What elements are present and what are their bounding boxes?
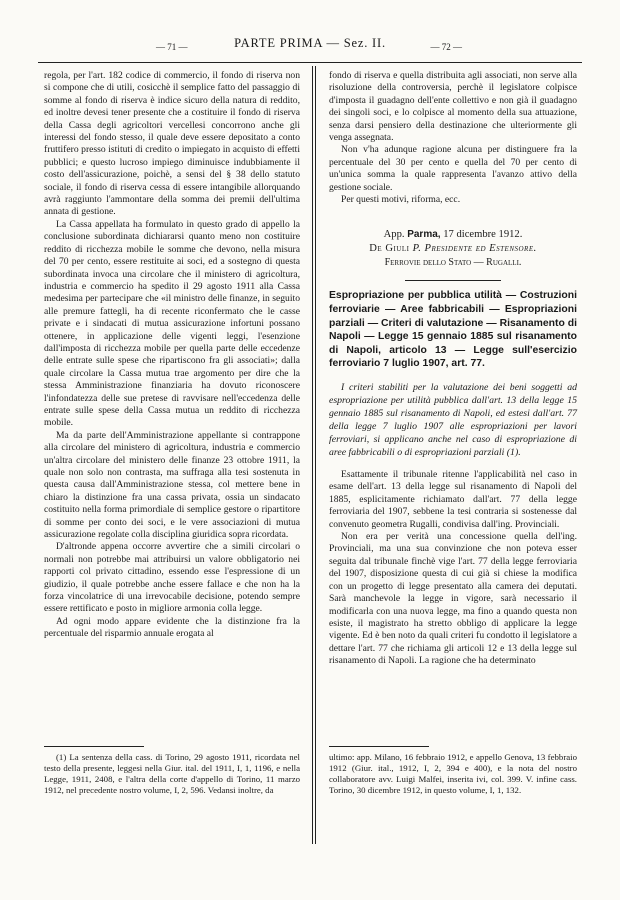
case-summary: I criteri stabiliti per la valutazione dei beni soggetti ad espropriazione per utilità pubblica dall'art. 13 della legge 15 gennaio 1885 sul risanamento di Napoli, ed estesi dall'art. 77 della legge 7 luglio 1907 alle espropriazioni per lavori ferroviari, si applicano anche nel caso di espropriazione di aree fabbricabili o di espropriazioni parziali (1). — [329, 382, 577, 459]
paragraph: Non era per verità una concessione quella dell'ing. Provinciali, ma una sua convinzione che non poteva esser seguita dal tribunale finchè vige l'art. 77 della legge ferroviaria del 1907, disposizione questa di cui già si chiese la modifica con un progetto di legge presentato alla camera dei deputati. Sarà manchevole la legge in vigore, sarà necessario il modificarla con una nuova legge, ma fino a quando questa non esiste, il magistrato ha stretto obbligo di applicare la legge vigente. Ed è ben noto da quali criteri fu condotto il legislatore a dettare l'art. 77 che richiama gli articoli 12 e 13 della legge sul risanamento di Napoli. La ragione che ha determinato — [329, 531, 577, 667]
paragraph: Per questi motivi, riforma, ecc. — [341, 194, 461, 206]
column-divider-inner — [315, 66, 316, 844]
left-column — [44, 70, 300, 641]
footnote-left: (1) La sentenza della cass. di Torino, 29 agosto 1911, ricordata nel testo della presente, leggesi nella Giur. ital. del 1911, I, 1, 1196, e nella Legge, 1911, 2408, e l'altra della corte d'appello di Torino, 11 marzo 1912, nel precedente nostro volume, I, 2, 596. Vedansi inoltre, da — [44, 752, 300, 795]
judge-name: De Giuli — [369, 243, 410, 255]
judge-role: P. Presidente ed Estensore. — [412, 243, 537, 255]
right-column — [329, 70, 577, 668]
footnote-rule-left — [44, 746, 144, 747]
page-number-right: — 72 — — [430, 42, 462, 52]
judges-line — [329, 242, 577, 256]
paragraph: La Cassa appellata ha formulato in questo grado di appello la conclusione subordinata dichiararsi quanto meno non costituire reddito di ricchezza mobile le somme che devono, nella misura del 70 per cento, essere restituite ai soci, ed a sostegno di questa subordinata invoca una circolare che il ministero di agricoltura, industria e commercio ha spedito il 29 agosto 1911 alla Cassa medesima per partecipare che «il ministro delle finanze, in seguito alle premure fattegli, ha di recente riconfermato che le casse private e i sindacati di mutua assicurazione infortuni possano ottenere, in applicazione delle vigenti leggi, l'esenzione dall'imposta di ricchezza mobile per quella parte delle eccedenze delle entrate sulle spese che ripartiscono fra gli associati»; dalla quale circolare la Cassa mutua trae argomento per dire che la stessa Amministrazione finanziaria ha dovuto riconoscere l'infondatezza delle sue pretese di ravvisare nell'eccedenza delle entrate sulle spese della Cassa mutua un reddito di ricchezza mobile. — [44, 218, 300, 429]
judgment-body — [329, 469, 577, 668]
case-heading — [329, 228, 577, 270]
case-headnote: Espropriazione per pubblica utilità — Costruzioni ferroviarie — Aree fabbricabili — Espropriazioni parziali — Criteri di valutazione — Risanamento di Napoli — Legge 15 gennaio 1885 sul risanamento di Napoli, articolo 13 — Legge sull'esercizio ferroviario 7 luglio 1907, art. 77. — [329, 290, 577, 370]
header-rule — [38, 62, 582, 63]
paragraph: fondo di riserva e quella distribuita agli associati, non serve alla risoluzione della controversia, perchè il legislatore colpisce d'imposta il guadagno dell'ente collettivo e non già il guadagno dei singoli soci, e lo colpisce al momento della sua attuazione, senza darsi pensiero della destinazione che ulteriormente gli venga assegnata. — [329, 70, 577, 144]
column-divider — [312, 66, 313, 844]
case-rule — [405, 280, 501, 281]
footnote-rule-right — [329, 746, 429, 747]
footnote-right: ultimo: app. Milano, 16 febbraio 1912, e appello Genova, 13 febbraio 1912 (Giur. ital., 1912, I, 2, 394 e 400), e la nota del nostro collaboratore avv. Luigi Malfei, inserita ivi, col. 399. V. infine cass. Torino, 30 dicembre 1912, in questo volume, I, 1, 132. — [329, 752, 577, 795]
paragraph: Esattamente il tribunale ritenne l'applicabilità nel caso in esame dell'art. 13 della legge sul risanamento di Napoli del 1885, esplicitamente richiamato dall'art. 77 della legge ferroviaria del 1907, sebbene la tesi contraria si sostenesse dal convenuto geometra Rugalli, condivisa dall'ing. Provinciali. — [329, 469, 577, 530]
section-title: PARTE PRIMA — Sez. II. — [234, 36, 386, 50]
parties-line: Ferrovie dello Stato — Rugalli. — [384, 257, 522, 269]
paragraph: Ad ogni modo appare evidente che la distinzione fra la percentuale del risparmio annuale erogata al — [44, 615, 300, 640]
page-number-left: — 71 — — [156, 42, 188, 52]
running-header — [38, 36, 582, 56]
paragraph: Non v'ha adunque ragione alcuna per distinguere fra la percentuale del 30 per cento e quella del 70 per cento di un'unica somma la quale rappresenta l'avanzo attivo della gestione sociale. — [329, 144, 577, 193]
paragraph: Ma da parte dell'Amministrazione appellante si contrappone alla circolare del ministero di agricoltura, industria e commercio un'altra circolare del ministero delle finanze 23 ottobre 1911, la quale non solo non contrasta, ma suffraga alla tesi sostenuta in questa causa dall'Amministrazione stessa, col mettere bene in chiaro la distinzione fra una cassa privata, ossia un sindacato costituito nella forma primordiale di semplice gestore o ripartitore di somme per conto dei soci, e le vere associazioni di mutua assicurazione regolate colla disciplina giuridica sopra ricordata. — [44, 429, 300, 541]
court-date: 17 dicembre 1912. — [443, 229, 523, 241]
paragraph: D'altronde appena occorre avvertire che a simili circolari o normali non potrebbe mai attribuirsi un valore obbligatorio nei rapporti col privato cittadino, essendo esse l'espressione di un giudizio, il quale potrebbe anche essere fallace e che non ha la forza vincolatrice di una irrevocabile decisione, potendo sempre essere rettificato e posto in migliore armonia colla legge. — [44, 541, 300, 615]
court-prefix: App. — [383, 229, 405, 241]
court-line — [329, 228, 577, 242]
paragraph: regola, per l'art. 182 codice di commercio, il fondo di riserva non si compone che di utili, cosicchè il semplice fatto del passaggio di somme al fondo di riserva è indice sicuro della natura di reddito, ed inoltre devesi tener presente che a costituire il fondo di riserva della Cassa degli agricoltori vercellesi concorrono anche gli interessi del fondo stesso, il quale deve essere depositato a conto fruttifero presso istituti di credito o impiegato in acquisto di effetti pubblici; e questo lucroso impiego diminuisce indubbiamente il costo dell'assicurazione, poichè, a sensi del § 38 dello statuto sociale, il fondo di riserva cessa di essere intangibile allorquando avrà raggiunto l'ammontare della somma dei premii dell'ultima annata di gestione. — [44, 70, 300, 218]
court-city: Parma, — [407, 229, 441, 241]
